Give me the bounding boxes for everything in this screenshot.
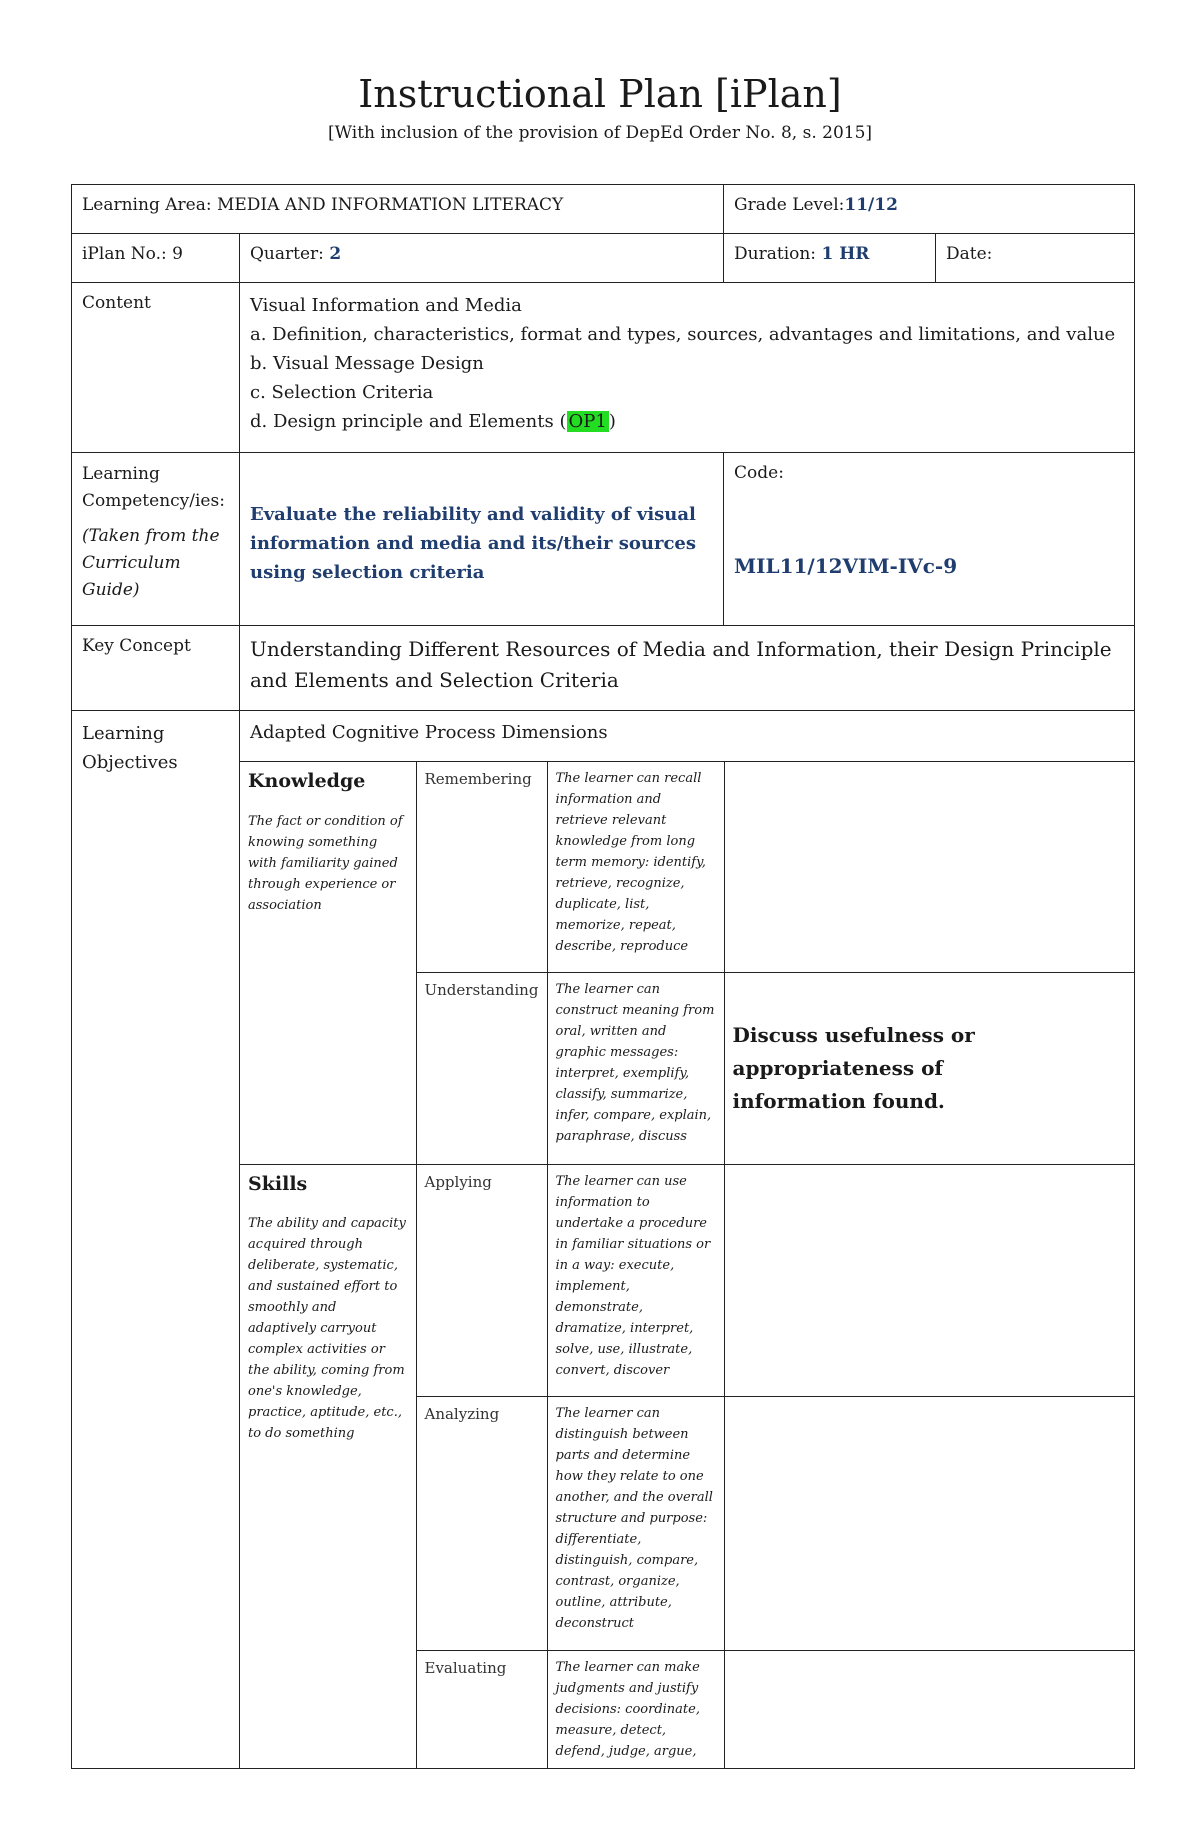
row-key-concept <box>72 626 1135 711</box>
level-desc: The learner can distinguish between parts and determine how they relate to one another, and the overall structure and purpose: differentiate, distinguish, compare, contrast, organize, outline, attribute, deconstruct <box>555 1405 713 1631</box>
content-item-b: b. Visual Message Design <box>250 353 484 374</box>
content-label: Content <box>82 293 151 313</box>
learning-area-label: Learning Area: MEDIA AND INFORMATION LITERACY <box>82 195 564 215</box>
competency-note: (Taken from the Curriculum Guide) <box>82 526 220 600</box>
row-objectives <box>72 711 1135 1769</box>
level-label: Remembering <box>424 770 532 788</box>
date-label: Date: <box>946 244 993 264</box>
content-item-c: c. Selection Criteria <box>250 382 434 403</box>
knowledge-cell <box>240 762 416 1164</box>
level-name-remembering <box>416 762 547 972</box>
code-cell <box>724 453 1135 626</box>
content-cell <box>240 283 1135 453</box>
objectives-label-cell <box>72 711 240 1769</box>
duration-value: 1 HR <box>821 244 870 264</box>
objectives-cell <box>240 711 1135 1769</box>
level-name-applying <box>416 1164 547 1396</box>
code-value: MIL11/12VIM-IVc-9 <box>734 553 958 578</box>
key-concept-text: Understanding Different Resources of Media and Information, their Design Principle and Elements and Selection Criteria <box>250 637 1112 692</box>
iplan-table <box>71 184 1135 1769</box>
code-label: Code: <box>734 463 784 483</box>
level-desc: The learner can construct meaning from oral, written and graphic messages: interpret, exemplify, classify, summarize, infer, compare, explain, paraphrase, discuss <box>555 981 715 1144</box>
level-label: Evaluating <box>424 1658 507 1677</box>
competency-text: Evaluate the reliability and validity of visual information and media and its/their sources using selection criteria <box>250 503 696 583</box>
level-name-analyzing <box>416 1396 547 1650</box>
content-item-d-close: ) <box>608 411 616 432</box>
grade-level-cell <box>724 185 1135 234</box>
duration-label: Duration: <box>734 244 822 264</box>
row-competency <box>72 453 1135 626</box>
cognitive-table <box>240 762 1134 1768</box>
knowledge-title: Knowledge <box>248 770 366 792</box>
iplan-no-label: iPlan No.: 9 <box>82 244 183 264</box>
skills-desc: The ability and capacity acquired through deliberate, systematic, and sustained effort to smoothly and adaptively carryout complex activities or the ability, coming from one's knowledge, practice, aptitude, etc., to do something <box>248 1216 406 1442</box>
content-label-cell <box>72 283 240 453</box>
key-concept-label-cell <box>72 626 240 711</box>
objective-understanding <box>724 972 1134 1164</box>
objectives-label: Learning Objectives <box>82 723 178 773</box>
row-iplan <box>72 234 1135 283</box>
learning-area-cell <box>72 185 724 234</box>
level-label: Analyzing <box>424 1404 500 1423</box>
row-learning-area <box>72 185 1135 234</box>
competency-label: Learning Competency/ies: <box>82 464 225 511</box>
level-desc: The learner can make judgments and justify decisions: coordinate, measure, detect, defend, judge, argue, <box>555 1659 700 1759</box>
knowledge-desc: The fact or condition of knowing something with familiarity gained through experience or association <box>248 813 403 913</box>
key-concept-label: Key Concept <box>82 636 191 656</box>
quarter-cell <box>240 234 724 283</box>
page-subtitle: [With inclusion of the provision of DepEd Order No. 8, s. 2015] <box>327 123 873 143</box>
objective-remembering <box>724 762 1134 972</box>
objective-analyzing <box>724 1396 1134 1650</box>
duration-cell <box>724 234 936 283</box>
level-label: Applying <box>424 1172 492 1191</box>
content-item-d-text: d. Design principle and Elements ( <box>250 411 567 432</box>
iplan-no-cell <box>72 234 240 283</box>
level-row-applying <box>240 1164 1134 1396</box>
level-desc-understanding <box>547 972 724 1164</box>
level-row-remembering <box>240 762 1134 972</box>
content-title: Visual Information and Media <box>250 295 522 316</box>
objective-text: Discuss usefulness or appropriateness of information found. <box>732 1022 975 1113</box>
cognitive-dimensions-header: Adapted Cognitive Process Dimensions <box>240 711 1134 762</box>
level-name-understanding <box>416 972 547 1164</box>
grade-level-value: 11/12 <box>844 195 898 215</box>
key-concept-cell <box>240 626 1135 711</box>
competency-label-cell <box>72 453 240 626</box>
op1-tag: OP1 <box>568 411 607 432</box>
grade-level-label: Grade Level: <box>734 195 845 215</box>
page-title: Instructional Plan [iPlan] <box>358 72 842 116</box>
level-desc-applying <box>547 1164 724 1396</box>
content-item-d <box>250 407 1124 436</box>
row-content <box>72 283 1135 453</box>
date-cell <box>936 234 1135 283</box>
objective-applying <box>724 1164 1134 1396</box>
level-desc-remembering <box>547 762 724 972</box>
level-desc: The learner can recall information and retrieve relevant knowledge from long term memory: identify, retrieve, recognize, duplicate, list, memorize, repeat, describe, reproduce <box>555 771 706 954</box>
level-desc-evaluating <box>547 1650 724 1768</box>
level-label: Understanding <box>424 980 539 999</box>
level-name-evaluating <box>416 1650 547 1768</box>
competency-cell <box>240 453 724 626</box>
content-item-a: a. Definition, characteristics, format and types, sources, advantages and limitations, and value <box>250 324 1116 345</box>
level-desc-analyzing <box>547 1396 724 1650</box>
quarter-value: 2 <box>329 244 342 264</box>
skills-cell <box>240 1164 416 1768</box>
quarter-label: Quarter: <box>250 244 330 264</box>
level-desc: The learner can use information to undertake a procedure in familiar situations or in a way: execute, implement, demonstrate, dramatize, interpret, solve, use, illustrate, convert, discover <box>555 1173 711 1378</box>
skills-title: Skills <box>248 1172 308 1195</box>
objective-evaluating <box>724 1650 1134 1768</box>
